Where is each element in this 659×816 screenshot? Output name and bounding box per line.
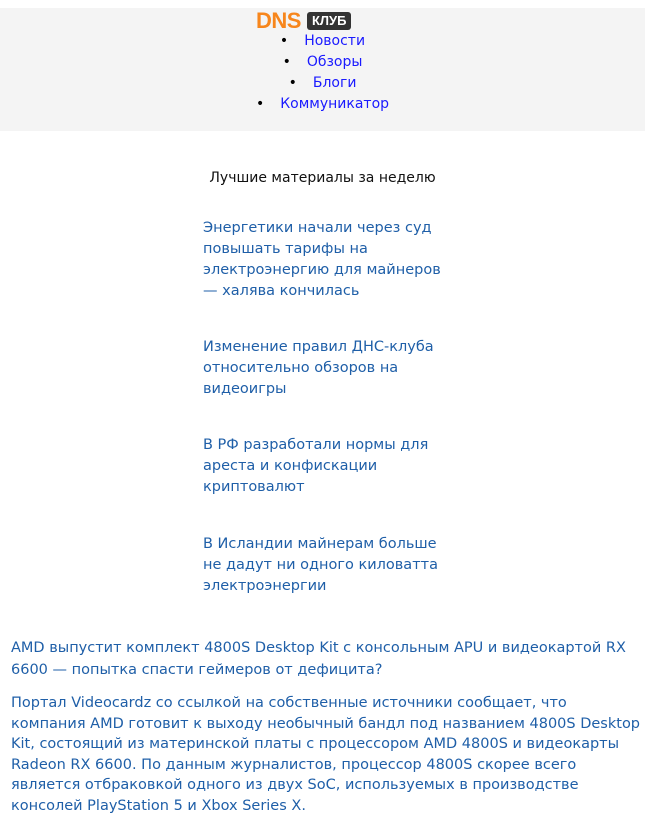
weekly-item-link[interactable]: В РФ разработали нормы для ареста и конфискации криптовалют <box>203 437 429 495</box>
site-header <box>0 8 645 131</box>
nav-link-communicator[interactable]: Коммуникатор <box>280 96 390 112</box>
weekly-item-link[interactable]: В Исландии майнерам больше не дадут ни одного киловатта электроэнергии <box>203 536 438 594</box>
nav-item-blogs <box>0 73 645 94</box>
weekly-item-link[interactable]: Энергетики начали через суд повышать тарифы на электроэнергию для майнеров — халява кончилась <box>203 220 441 299</box>
nav-item-news <box>0 31 645 52</box>
logo-badge: КЛУБ <box>307 12 352 30</box>
article-body: Портал Videocardz со ссылкой на собственные источники сообщает, что компания AMD готовит к выходу необычный бандл под названием 4800S Desktop Kit, состоящий из материнской платы с процессором AMD 4800S и видеокарты Radeon RX 6600. По данным журналистов, процессор 4800S скорее всего является отбраковкой одного из двух SoC, используемых в производстве консолей PlayStation 5 и Xbox Series X. <box>11 695 641 814</box>
logo-brand: DNS <box>256 8 301 33</box>
nav-item-reviews <box>0 52 645 73</box>
weekly-item-link[interactable]: Изменение правил ДНС-клуба относительно обзоров на видеоигры <box>203 339 434 397</box>
weekly-heading: Лучшие материалы за неделю <box>209 170 436 186</box>
dns-club-logo[interactable] <box>256 8 351 33</box>
nav-item-communicator <box>0 94 645 115</box>
nav-link-reviews[interactable]: Обзоры <box>306 54 363 70</box>
main-nav <box>0 31 645 115</box>
article-title[interactable]: AMD выпустит комплект 4800S Desktop Kit с консольным APU и видеокартой RX 6600 — попытка спасти геймеров от дефицита? <box>11 640 626 678</box>
nav-link-news[interactable]: Новости <box>304 33 366 49</box>
nav-link-blogs[interactable]: Блоги <box>312 75 357 91</box>
